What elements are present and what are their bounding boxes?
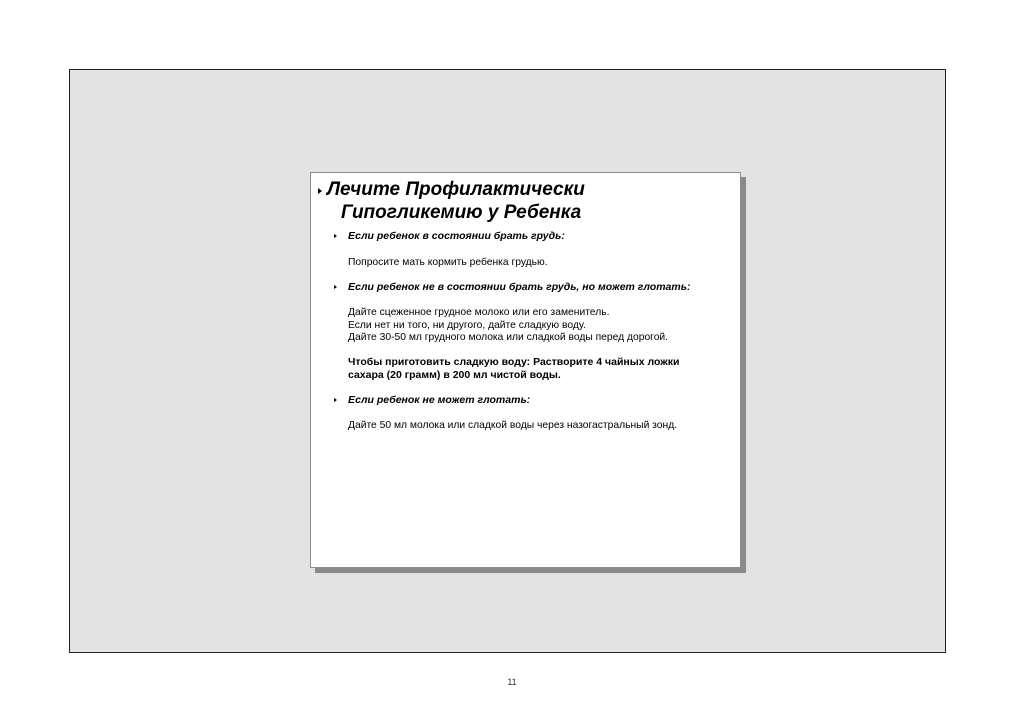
bullet-icon [334, 234, 337, 238]
slide-title-row [317, 178, 737, 224]
bullet-icon [334, 285, 337, 289]
slide [310, 172, 741, 568]
section-1-line-1: Попросите мать кормить ребенка грудью. [348, 257, 548, 268]
sweet-water-note-line-1: Чтобы приготовить сладкую воду: Растворите 4 чайных ложки [348, 356, 680, 368]
section-3-heading [334, 394, 530, 407]
section-1-heading-text: Если ребенок в состоянии брать грудь: [348, 230, 565, 242]
slide-title-line-2: Гипогликемию у Ребенка [341, 202, 582, 223]
slide-title-line-1: Лечите Профилактически [327, 179, 585, 200]
section-3-heading-text: Если ребенок не может глотать: [348, 394, 531, 406]
section-1-heading [334, 230, 565, 243]
bullet-icon [334, 398, 337, 402]
title-bullet-icon [318, 188, 322, 194]
page-number: 11 [507, 677, 517, 687]
section-2-heading-text: Если ребенок не в состоянии брать грудь, но может глотать: [348, 281, 691, 293]
slide-title [317, 178, 737, 224]
section-3-line-1: Дайте 50 мл молока или сладкой воды через назогастральный зонд. [348, 420, 678, 431]
section-2-heading [334, 281, 690, 294]
section-2-line-3: Дайте 30-50 мл грудного молока или сладкой воды перед дорогой. [348, 332, 669, 343]
sweet-water-note-line-2: сахара (20 грамм) в 200 мл чистой воды. [348, 369, 561, 381]
section-2-line-1: Дайте сцеженное грудное молоко или его заменитель. [348, 307, 610, 318]
section-2-line-2: Если нет ни того, ни другого, дайте сладкую воду. [348, 319, 586, 331]
